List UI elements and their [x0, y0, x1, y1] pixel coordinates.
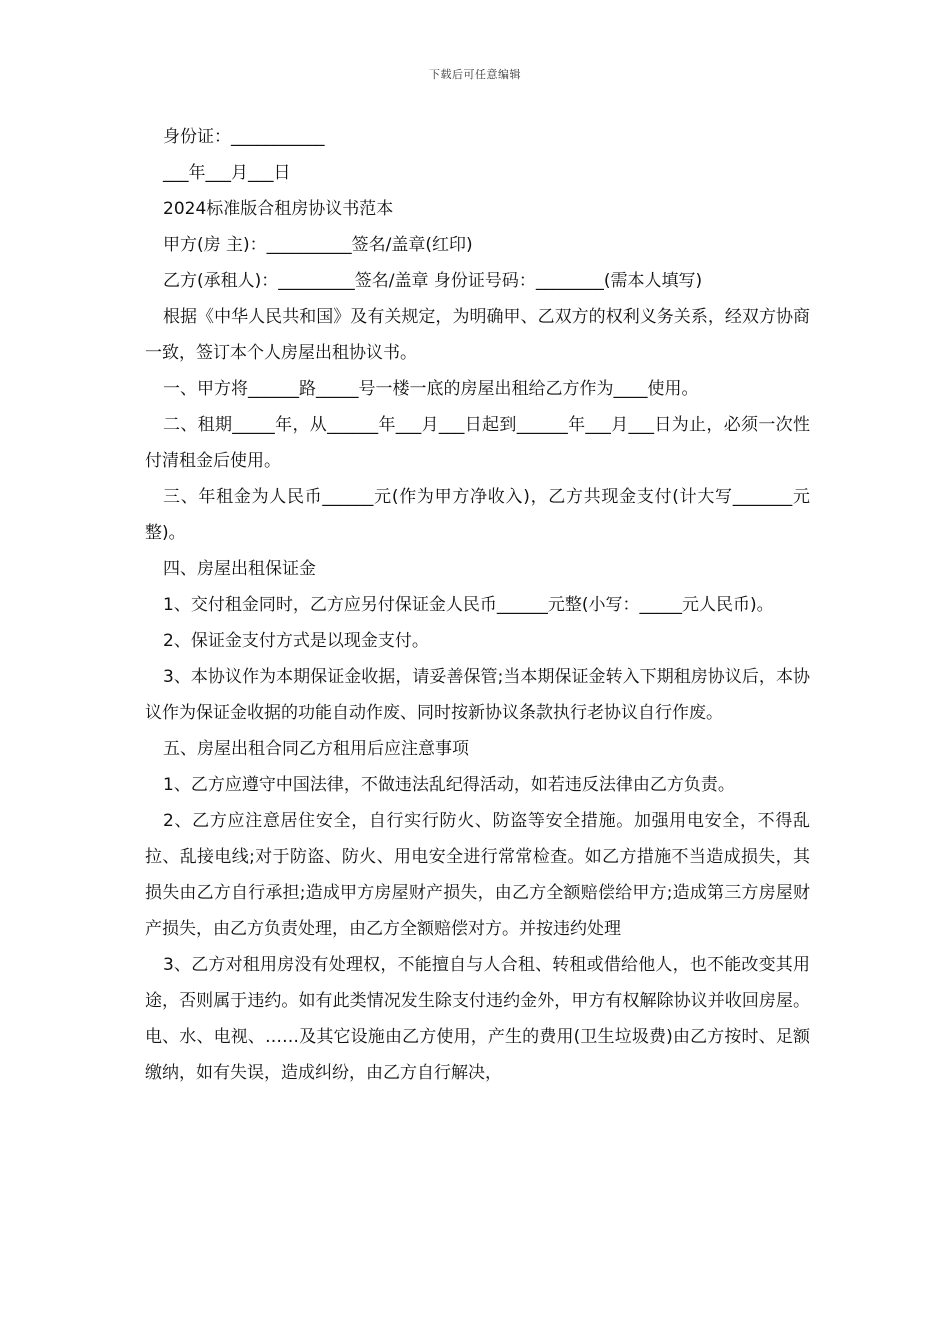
clause-4-item-2: 2、保证金支付方式是以现金支付。 [163, 631, 429, 651]
party-a-line: 甲方(房 主)：__________签名/盖章(红印) [163, 235, 473, 255]
clause-5-item-1: 1、乙方应遵守中国法律，不做违法乱纪得活动，如若违反法律由乙方负责。 [163, 775, 735, 795]
clause-4-item-3: 3、本协议作为本期保证金收据，请妥善保管;当本期保证金转入下期租房协议后，本协议作为保证金收据的功能自动作废、同时按新协议条款执行老协议自行作废。 [145, 667, 810, 723]
clause-4-heading: 四、房屋出租保证金 [163, 559, 316, 579]
clause-3: 三、年租金为人民币______元(作为甲方净收入)，乙方共现金支付(计大写_______元整)。 [145, 487, 810, 543]
clause-5-item-3: 3、乙方对租用房没有处理权，不能擅自与人合租、转租或借给他人，也不能改变其用途，否则属于违约。如有此类情况发生除支付违约金外，甲方有权解除协议并收回房屋。电、水、电视、……及其它设施由乙方使用，产生的费用(卫生垃圾费)由乙方按时、足额缴纳，如有失误，造成纠纷，由乙方自行解决， [145, 955, 810, 1083]
clause-4-item-1: 1、交付租金同时，乙方应另付保证金人民币______元整(小写：_____元人民币)。 [163, 595, 774, 615]
clause-5-heading: 五、房屋出租合同乙方租用后应注意事项 [163, 739, 469, 759]
preamble-paragraph: 根据《中华人民共和国》及有关规定，为明确甲、乙双方的权利义务关系，经双方协商一致，签订本个人房屋出租协议书。 [145, 307, 810, 363]
clause-2: 二、租期_____年，从______年___月___日起到______年___月___日为止，必须一次性付清租金后使用。 [145, 415, 810, 471]
document-title: 2024标准版合租房协议书范本 [163, 199, 394, 219]
id-card-line: 身份证：___________ [163, 127, 325, 147]
document-body [145, 119, 810, 1091]
clause-1: 一、甲方将______路_____号一楼一底的房屋出租给乙方作为____使用。 [163, 379, 699, 399]
party-b-line: 乙方(承租人)：_________签名/盖章 身份证号码：________(需本人填写) [163, 271, 703, 291]
page-header: 下载后可任意编辑 [429, 68, 521, 81]
date-line: ___年___月___日 [163, 163, 291, 183]
clause-5-item-2: 2、乙方应注意居住安全，自行实行防火、防盗等安全措施。加强用电安全，不得乱拉、乱接电线;对于防盗、防火、用电安全进行常常检查。如乙方措施不当造成损失，其损失由乙方自行承担;造成甲方房屋财产损失，由乙方全额赔偿给甲方;造成第三方房屋财产损失，由乙方负责处理，由乙方全额赔偿对方。并按违约处理 [145, 811, 810, 939]
